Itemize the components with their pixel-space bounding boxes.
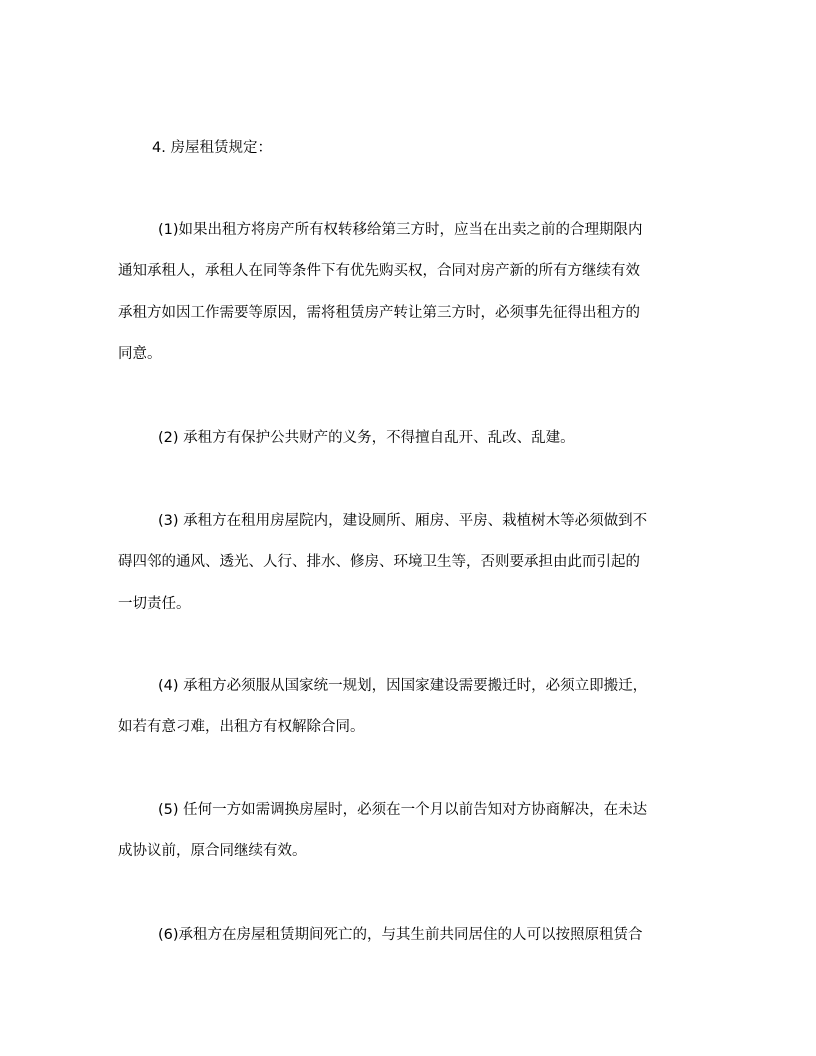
paragraph-line: (4) 承租方必须服从国家统一规划，因国家建设需要搬迁时，必须立即搬迁， xyxy=(158,678,648,694)
paragraph-5 xyxy=(118,790,702,873)
paragraph-line: (6)承租方在房屋租赁期间死亡的，与其生前共同居住的人可以按照原租赁合 xyxy=(158,927,643,943)
paragraph-line: 同意。 xyxy=(118,345,162,362)
paragraph-line: (3) 承租方在租用房屋院内，建设厕所、厢房、平房、栽植树木等必须做到不 xyxy=(158,513,648,529)
paragraph-line: 如若有意刁难，出租方有权解除合同。 xyxy=(118,719,365,736)
paragraph-line: 通知承租人，承租人在同等条件下有优先购买权，合同对房产新的所有方继续有效 xyxy=(118,263,640,280)
paragraph-2 xyxy=(118,418,702,459)
paragraph-3 xyxy=(118,501,702,625)
section-heading: 4. 房屋租赁规定： xyxy=(152,140,272,156)
paragraph-1 xyxy=(118,210,702,375)
paragraph-line: (2) 承租方有保护公共财产的义务，不得擅自乱开、乱改、乱建。 xyxy=(158,430,575,446)
paragraph-line: 碍四邻的通风、透光、人行、排水、修房、环境卫生等，否则要承担由此而引起的 xyxy=(118,554,640,571)
paragraph-line: (1)如果出租方将房产所有权转移给第三方时，应当在出卖之前的合理期限内 xyxy=(158,222,643,238)
paragraph-line: 承租方如因工作需要等原因，需将租赁房产转让第三方时，必须事先征得出租方的 xyxy=(118,304,640,321)
paragraph-line: 成协议前，原合同继续有效。 xyxy=(118,843,307,860)
paragraph-4 xyxy=(118,666,702,749)
paragraph-line: (5) 任何一方如需调换房屋时，必须在一个月以前告知对方协商解决，在未达 xyxy=(158,802,648,818)
paragraph-6 xyxy=(118,915,702,956)
paragraph-line: 一切责任。 xyxy=(118,595,191,612)
